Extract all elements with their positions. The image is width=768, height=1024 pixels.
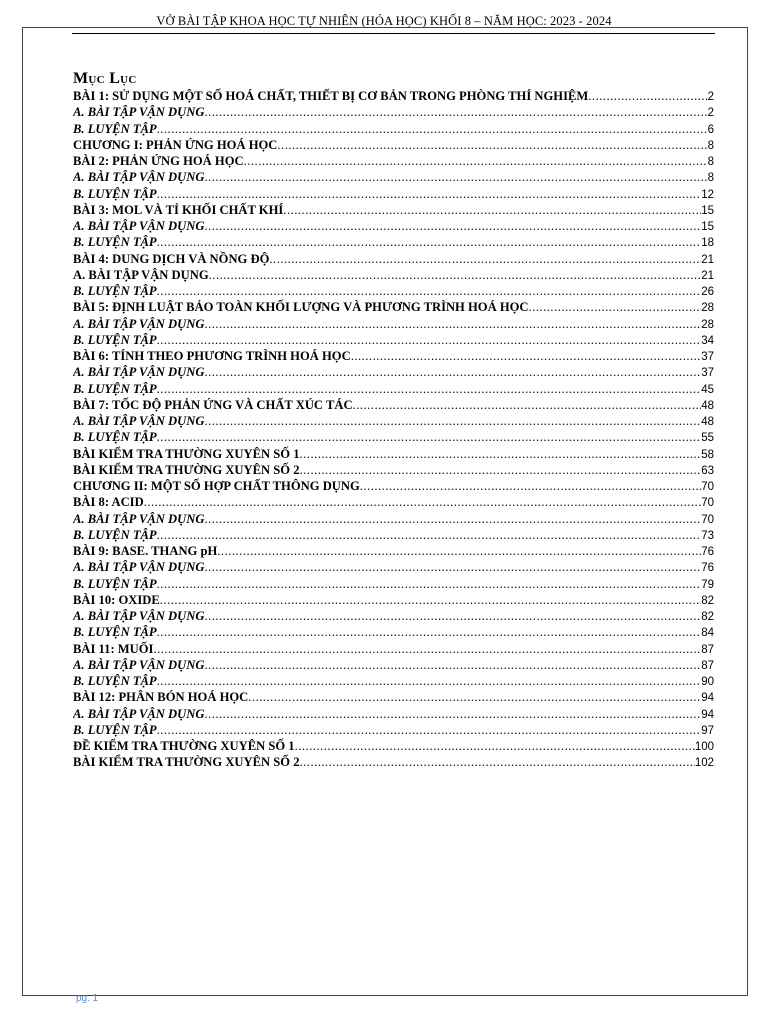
toc-entry[interactable] — [73, 121, 714, 137]
toc-leader-dots — [244, 153, 708, 169]
toc-entry-text: A. BÀI TẬP VẬN DỤNG — [73, 219, 205, 233]
toc-entry[interactable] — [73, 689, 714, 705]
toc-entry-page: 82 — [701, 611, 714, 623]
toc-leader-dots — [204, 104, 707, 120]
toc-leader-dots — [360, 478, 701, 494]
toc-entry[interactable] — [73, 88, 714, 104]
toc-entry-text: BÀI 4: DUNG DỊCH VÀ NỒNG ĐỘ — [73, 251, 270, 266]
toc-entry[interactable] — [73, 559, 714, 575]
toc-entry[interactable] — [73, 348, 714, 364]
toc-entry-page: 87 — [701, 659, 714, 672]
toc-entry-text: A. BÀI TẬP VẬN DỤNG — [73, 105, 205, 120]
toc-entry-text: B. LUYỆN TẬP — [73, 235, 157, 250]
toc-entry-page: 26 — [701, 286, 714, 298]
toc-entry[interactable] — [73, 186, 714, 202]
toc-entry[interactable] — [73, 462, 714, 478]
toc-entry[interactable] — [73, 413, 714, 429]
toc-leader-dots — [204, 413, 701, 429]
toc-entry-page: 21 — [701, 253, 714, 266]
toc-leader-dots — [157, 186, 702, 202]
toc-leader-dots — [157, 381, 702, 397]
toc-entry-text: CHƯƠNG II: MỘT SỐ HỢP CHẤT THÔNG DỤNG — [73, 479, 360, 493]
toc-entry-page: 70 — [701, 513, 714, 526]
toc-leader-dots — [204, 316, 701, 332]
toc-leader-dots — [157, 576, 702, 592]
toc-entry-text: BÀI 7: TỐC ĐỘ PHẢN ỨNG VÀ CHẤT XÚC TÁC — [73, 397, 353, 412]
toc-leader-dots — [160, 592, 701, 608]
toc-entry-text: A. BÀI TẬP VẬN DỤNG — [73, 414, 205, 428]
toc-entry[interactable] — [73, 722, 714, 738]
toc-entry-page: 76 — [701, 546, 714, 558]
toc-entry-text: BÀI 1: SỬ DỤNG MỘT SỐ HOÁ CHẤT, THIẾT BỊ CƠ BẢN TRONG PHÒNG THÍ NGHIỆM — [73, 89, 589, 103]
toc-entry[interactable] — [73, 641, 714, 657]
toc-entry-page: 2 — [707, 91, 714, 103]
toc-entry-page: 8 — [707, 172, 714, 185]
toc-entry-page: 12 — [701, 188, 714, 201]
toc-leader-dots — [351, 348, 702, 364]
toc-entry-text: A. BÀI TẬP VẬN DỤNG — [73, 511, 205, 526]
toc-entry[interactable] — [73, 511, 714, 527]
toc-leader-dots — [204, 364, 701, 380]
toc-entry-page: 45 — [701, 383, 714, 396]
toc-title: Mục Lục — [73, 70, 137, 87]
toc-entry-text: B. LUYỆN TẬP — [73, 430, 157, 445]
toc-entry-text: B. LUYỆN TẬP — [73, 121, 157, 136]
toc-entry[interactable] — [73, 218, 714, 234]
toc-leader-dots — [283, 202, 701, 218]
toc-entry-page: 8 — [707, 139, 714, 152]
toc-entry-page: 37 — [701, 367, 714, 380]
toc-entry-text: BÀI 9: BASE. THANG pH — [73, 544, 218, 558]
toc-entry-text: BÀI 2: PHẢN ỨNG HOÁ HỌC — [73, 154, 244, 168]
toc-leader-dots — [157, 429, 702, 445]
toc-entry-page: 18 — [701, 237, 714, 250]
toc-entry-page: 84 — [701, 627, 714, 640]
toc-leader-dots — [300, 462, 702, 478]
toc-entry-text: CHƯƠNG I: PHẢN ỨNG HOÁ HỌC — [73, 137, 278, 152]
toc-leader-dots — [204, 608, 701, 624]
toc-entry-text: BÀI 10: OXIDE — [73, 592, 160, 607]
toc-entry-page: 82 — [701, 594, 714, 607]
toc-entry-text: B. LUYỆN TẬP — [73, 674, 157, 688]
toc-leader-dots — [144, 494, 702, 510]
toc-entry-text: BÀI 3: MOL VÀ TỈ KHỐI CHẤT KHÍ — [73, 202, 284, 217]
toc-entry-page: 97 — [701, 724, 714, 737]
toc-entry[interactable] — [73, 592, 714, 608]
toc-entry-page: 28 — [701, 318, 714, 331]
toc-entry-text: B. LUYỆN TẬP — [73, 576, 157, 591]
toc-entry-text: B. LUYỆN TẬP — [73, 625, 157, 640]
toc-entry-text: A. BÀI TẬP VẬN DỤNG — [73, 609, 205, 623]
toc-entry-page: 28 — [701, 302, 714, 315]
toc-leader-dots — [353, 397, 702, 413]
toc-entry[interactable] — [73, 202, 714, 218]
toc-entry-text: B. LUYỆN TẬP — [73, 332, 157, 347]
toc-leader-dots — [157, 283, 702, 299]
toc-entry[interactable] — [73, 706, 714, 722]
toc-leader-dots — [157, 624, 702, 640]
toc-entry-page: 100 — [694, 741, 714, 753]
toc-entry-page: 94 — [701, 708, 714, 721]
toc-leader-dots — [157, 234, 702, 250]
toc-entry-page: 102 — [694, 757, 714, 770]
toc-entry-text: ĐỀ KIỂM TRA THƯỜNG XUYÊN SỐ 1 — [73, 739, 295, 753]
toc-entry-page: 58 — [701, 448, 714, 461]
toc-entry-page: 34 — [701, 334, 714, 347]
toc-entry-text: BÀI 8: ACID — [73, 495, 144, 510]
toc-entry[interactable] — [73, 397, 714, 413]
toc-entry-text: A. BÀI TẬP VẬN DỤNG — [73, 365, 205, 380]
toc-leader-dots — [157, 722, 702, 738]
toc-entry[interactable] — [73, 624, 714, 640]
toc-leader-dots — [209, 267, 702, 283]
toc-leader-dots — [204, 218, 701, 234]
toc-entry-page: 94 — [701, 692, 714, 705]
toc-entry[interactable] — [73, 332, 714, 348]
toc-entry-page: 63 — [701, 464, 714, 477]
toc-entry-text: B. LUYỆN TẬP — [73, 722, 157, 737]
toc-entry-page: 37 — [701, 351, 714, 363]
toc-entry-page: 55 — [701, 432, 714, 445]
toc-entry-page: 87 — [701, 643, 714, 656]
toc-entry-text: B. LUYỆN TẬP — [73, 284, 157, 298]
toc-entry-text: BÀI KIỂM TRA THƯỜNG XUYÊN SỐ 2 — [73, 755, 300, 770]
toc-entry[interactable] — [73, 153, 714, 169]
toc-entry-page: 15 — [701, 204, 714, 217]
page-header: VỞ BÀI TẬP KHOA HỌC TỰ NHIÊN (HÓA HỌC) KHỐI 8 – NĂM HỌC: 2023 - 2024 — [156, 14, 612, 28]
toc-entry[interactable] — [73, 267, 714, 283]
toc-entry-text: A. BÀI TẬP VẬN DỤNG — [73, 316, 205, 331]
toc-entry-text: A. BÀI TẬP VẬN DỤNG — [73, 706, 205, 721]
toc-leader-dots — [157, 673, 702, 689]
toc-leader-dots — [529, 299, 702, 315]
toc-entry[interactable] — [73, 234, 714, 250]
toc-entry-text: A. BÀI TẬP VẬN DỤNG — [73, 267, 209, 282]
toc-entry-page: 48 — [701, 399, 714, 412]
toc-entry-text: BÀI KIỂM TRA THƯỜNG XUYÊN SỐ 2 — [73, 462, 300, 477]
toc-leader-dots — [217, 543, 701, 559]
toc-entry[interactable] — [73, 673, 714, 689]
toc-entry[interactable] — [73, 754, 714, 770]
toc-leader-dots — [204, 169, 707, 185]
toc-leader-dots — [277, 137, 707, 153]
toc-entry[interactable] — [73, 429, 714, 445]
toc-entry-page: 48 — [701, 416, 714, 428]
toc-leader-dots — [269, 251, 701, 267]
toc-leader-dots — [588, 88, 707, 104]
toc-entry-text: A. BÀI TẬP VẬN DỤNG — [73, 657, 205, 672]
toc-entry[interactable] — [73, 543, 714, 559]
toc-entry[interactable] — [73, 478, 714, 494]
toc-entry-text: BÀI 12: PHÂN BÓN HOÁ HỌC — [73, 690, 249, 705]
toc-entry-text: B. LUYỆN TẬP — [73, 186, 157, 201]
toc-leader-dots — [204, 511, 701, 527]
toc-leader-dots — [300, 446, 702, 462]
toc-entry[interactable] — [73, 527, 714, 543]
toc-entry[interactable] — [73, 738, 714, 754]
toc-leader-dots — [204, 657, 701, 673]
toc-entry[interactable] — [73, 446, 714, 462]
toc-entry[interactable] — [73, 316, 714, 332]
page-number: pg. 1 — [76, 993, 99, 1004]
toc-entry-text: B. LUYỆN TẬP — [73, 381, 157, 396]
toc-entry-page: 76 — [701, 562, 714, 575]
toc-entry[interactable] — [73, 137, 714, 153]
toc-entry-page: 21 — [701, 269, 714, 282]
toc-leader-dots — [157, 332, 702, 348]
toc-list — [73, 88, 714, 771]
toc-entry-text: BÀI 5: ĐỊNH LUẬT BẢO TOÀN KHỐI LƯỢNG VÀ PHƯƠNG TRÌNH HOÁ HỌC — [73, 300, 529, 315]
toc-leader-dots — [157, 121, 708, 137]
toc-entry-page: 6 — [707, 123, 714, 136]
toc-leader-dots — [204, 559, 701, 575]
toc-entry-page: 15 — [701, 221, 714, 233]
toc-entry[interactable] — [73, 381, 714, 397]
toc-leader-dots — [153, 641, 701, 657]
toc-entry-text: BÀI KIỂM TRA THƯỜNG XUYÊN SỐ 1 — [73, 446, 300, 461]
toc-leader-dots — [300, 754, 695, 770]
toc-entry-text: A. BÀI TẬP VẬN DỤNG — [73, 170, 205, 185]
toc-entry[interactable] — [73, 251, 714, 267]
toc-entry[interactable] — [73, 364, 714, 380]
toc-entry-text: BÀI 6: TÍNH THEO PHƯƠNG TRÌNH HOÁ HỌC — [73, 349, 351, 363]
toc-entry-text: B. LUYỆN TẬP — [73, 527, 157, 542]
toc-entry-page: 73 — [701, 529, 714, 542]
toc-entry-page: 2 — [707, 107, 714, 120]
toc-entry-page: 70 — [701, 497, 714, 510]
toc-entry-page: 90 — [701, 676, 714, 688]
toc-leader-dots — [204, 706, 701, 722]
toc-entry[interactable] — [73, 576, 714, 592]
toc-entry-page: 8 — [707, 156, 714, 168]
toc-leader-dots — [295, 738, 695, 754]
table-of-contents — [73, 70, 714, 771]
toc-entry[interactable] — [73, 283, 714, 299]
toc-entry[interactable] — [73, 608, 714, 624]
toc-leader-dots — [248, 689, 701, 705]
toc-leader-dots — [157, 527, 702, 543]
toc-entry-text: BÀI 11: MUỐI — [73, 641, 154, 656]
toc-entry-page: 70 — [701, 481, 714, 493]
toc-entry[interactable] — [73, 169, 714, 185]
toc-entry[interactable] — [73, 299, 714, 315]
toc-entry[interactable] — [73, 494, 714, 510]
toc-entry-page: 79 — [701, 578, 714, 591]
toc-entry-text: A. BÀI TẬP VẬN DỤNG — [73, 560, 205, 575]
toc-entry[interactable] — [73, 104, 714, 120]
toc-entry[interactable] — [73, 657, 714, 673]
